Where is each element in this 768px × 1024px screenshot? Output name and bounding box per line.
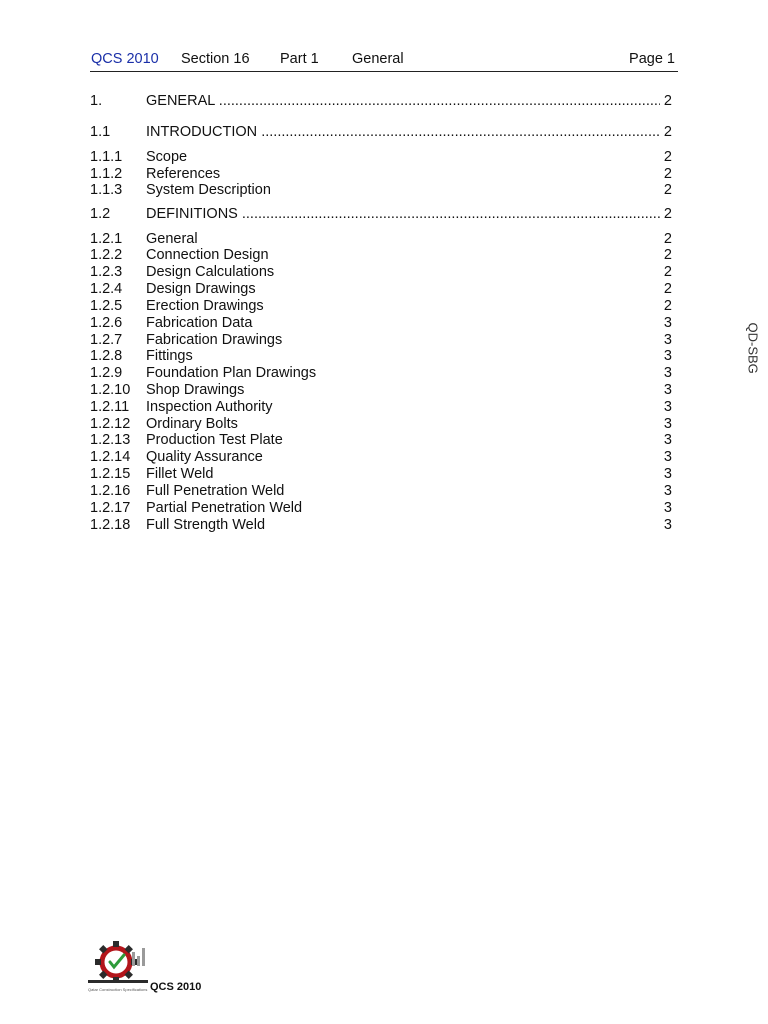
toc-page-number: 2 <box>663 206 672 222</box>
toc-row <box>90 182 672 199</box>
toc-number: 1.2 <box>90 206 111 222</box>
toc-page-number: 3 <box>663 315 672 331</box>
toc-page-number: 3 <box>663 365 672 381</box>
toc-page-number: 2 <box>663 298 672 314</box>
toc-row <box>90 247 672 264</box>
toc-row <box>90 166 672 183</box>
toc-row <box>90 517 672 534</box>
toc-row <box>90 281 672 298</box>
toc-number: 1.2.2 <box>90 247 123 263</box>
toc-heading-row <box>90 206 672 223</box>
toc-page-number: 2 <box>663 281 672 297</box>
toc-page-number: 2 <box>663 247 672 263</box>
toc-row <box>90 315 672 332</box>
toc-row <box>90 231 672 248</box>
toc-title: General <box>146 231 198 247</box>
toc-title: DEFINITIONS ..... <box>146 206 660 223</box>
toc-number: 1.2.15 <box>90 466 131 482</box>
toc-title: Scope <box>146 149 188 165</box>
toc-title: Partial Penetration Weld <box>146 500 303 516</box>
toc-page-number: 2 <box>663 124 672 140</box>
toc-number: 1.2.6 <box>90 315 123 331</box>
toc-number: 1.2.8 <box>90 348 123 364</box>
header-section: Section 16 <box>181 51 250 67</box>
toc-row <box>90 399 672 416</box>
toc-row <box>90 382 672 399</box>
toc-title: GENERAL ..... <box>146 93 660 110</box>
toc-row <box>90 449 672 466</box>
side-tag-label: QD-SBG <box>745 322 761 374</box>
toc-row <box>90 466 672 483</box>
toc-number: 1.1.2 <box>90 166 123 182</box>
side-tag <box>742 322 764 374</box>
toc-row <box>90 432 672 449</box>
toc-row <box>90 500 672 517</box>
toc-page-number: 3 <box>663 416 672 432</box>
toc-page-number: 2 <box>663 149 672 165</box>
toc-page-number: 2 <box>663 264 672 280</box>
header-qcs: QCS 2010 <box>91 51 159 67</box>
toc-number: 1.2.5 <box>90 298 123 314</box>
toc-row <box>90 348 672 365</box>
toc-title: Connection Design <box>146 247 269 263</box>
toc-number: 1.2.10 <box>90 382 131 398</box>
toc-row <box>90 298 672 315</box>
toc-row <box>90 483 672 500</box>
toc-number: 1.2.9 <box>90 365 123 381</box>
toc-title: INTRODUCTION ..... <box>146 124 660 141</box>
toc-number: 1.2.14 <box>90 449 131 465</box>
toc-title: Fabrication Data <box>146 315 253 331</box>
header-general: General <box>352 51 404 67</box>
toc-title: Inspection Authority <box>146 399 273 415</box>
toc-row <box>90 416 672 433</box>
toc-number: 1.2.16 <box>90 483 131 499</box>
toc-number: 1. <box>90 93 103 109</box>
toc-row <box>90 365 672 382</box>
toc-title: Fittings <box>146 348 193 364</box>
toc-heading-row <box>90 93 672 110</box>
toc-title: System Description <box>146 182 271 198</box>
toc-title: Quality Assurance <box>146 449 263 465</box>
toc-number: 1.2.4 <box>90 281 123 297</box>
toc-title: Ordinary Bolts <box>146 416 238 432</box>
toc-page-number: 3 <box>663 399 672 415</box>
toc-number: 1.2.17 <box>90 500 131 516</box>
toc-number: 1.2.11 <box>90 399 130 415</box>
toc-page-number: 2 <box>663 182 672 198</box>
toc-row <box>90 332 672 349</box>
toc-page-number: 3 <box>663 449 672 465</box>
toc-page-number: 3 <box>663 517 672 533</box>
toc-page-number: 3 <box>663 382 672 398</box>
toc-number: 1.2.1 <box>90 231 123 247</box>
toc-number: 1.2.3 <box>90 264 123 280</box>
toc-page-number: 2 <box>663 231 672 247</box>
footer-qcs-label: QCS 2010 <box>150 981 202 993</box>
toc-page-number: 3 <box>663 466 672 482</box>
toc-title: Production Test Plate <box>146 432 283 448</box>
toc-page-number: 3 <box>663 500 672 516</box>
toc-title: Design Drawings <box>146 281 256 297</box>
toc-page-number: 3 <box>663 332 672 348</box>
toc-title: Erection Drawings <box>146 298 264 314</box>
toc-title: Fillet Weld <box>146 466 214 482</box>
toc-page-number: 2 <box>663 166 672 182</box>
toc-page-number: 2 <box>663 93 672 109</box>
toc-row <box>90 264 672 281</box>
toc-number: 1.1.1 <box>90 149 123 165</box>
toc-title: Full Strength Weld <box>146 517 266 533</box>
toc-number: 1.2.13 <box>90 432 131 448</box>
toc-page-number: 3 <box>663 348 672 364</box>
toc-title: References <box>146 166 221 182</box>
toc-title: Shop Drawings <box>146 382 245 398</box>
toc-heading-row <box>90 124 672 141</box>
toc-title: Design Calculations <box>146 264 275 280</box>
header-page-number: Page 1 <box>629 51 675 67</box>
toc-row <box>90 149 672 166</box>
page-header <box>90 49 678 69</box>
toc-page-number: 3 <box>663 432 672 448</box>
toc-title: Fabrication Drawings <box>146 332 283 348</box>
toc-page-number: 3 <box>663 483 672 499</box>
logo-subtitle: Qatar Construction Specifications <box>88 987 148 992</box>
header-part: Part 1 <box>280 51 319 67</box>
toc-number: 1.2.12 <box>90 416 131 432</box>
toc-number: 1.2.18 <box>90 517 131 533</box>
header-rule <box>90 71 678 72</box>
toc-number: 1.2.7 <box>90 332 123 348</box>
toc-title: Foundation Plan Drawings <box>146 365 317 381</box>
toc-number: 1.1 <box>90 124 111 140</box>
toc-number: 1.1.3 <box>90 182 123 198</box>
toc-title: Full Penetration Weld <box>146 483 285 499</box>
